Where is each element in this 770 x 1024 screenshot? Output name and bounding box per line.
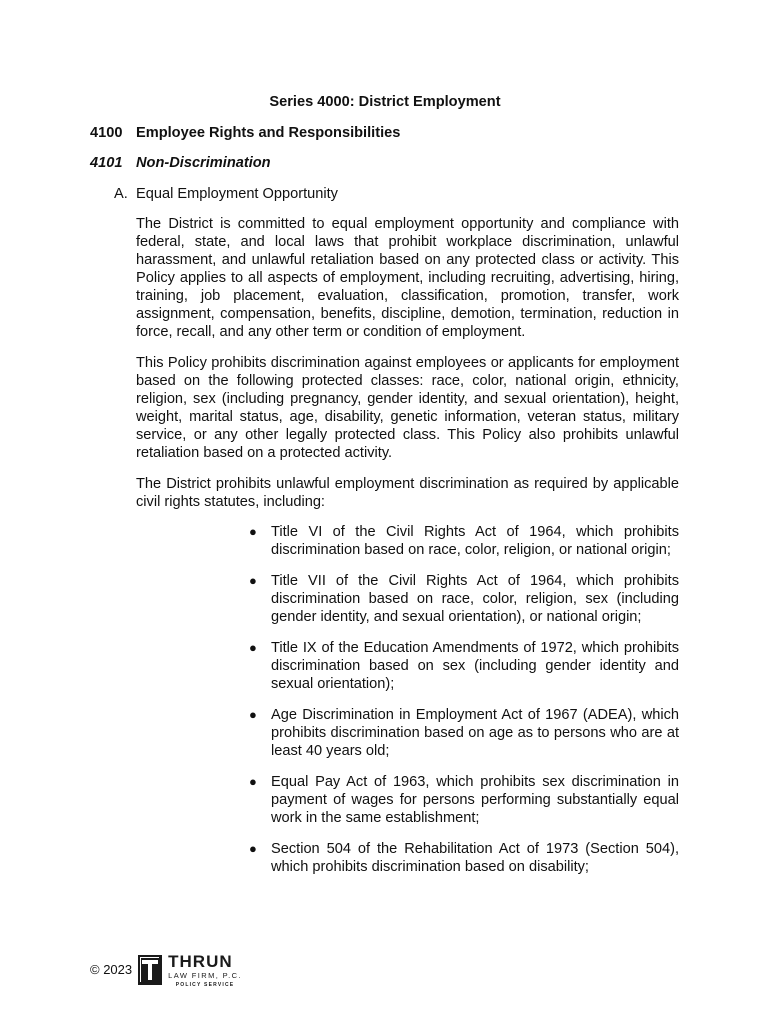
item-title: Equal Employment Opportunity [136, 186, 338, 202]
statute-list [249, 523, 679, 889]
bullet-icon: ● [249, 640, 257, 655]
list-item-text: Title VII of the Civil Rights Act of 1964, which prohibits discrimination based on race, color, religion, sex (including gender identity, and sexual orientation), or national origin; [271, 573, 679, 625]
logo-service: POLICY SERVICE [175, 981, 235, 988]
logo-name: THRUN [168, 952, 233, 971]
list-item [249, 572, 679, 626]
list-item-text: Age Discrimination in Employment Act of 1967 (ADEA), which prohibits discrimination based on age as to persons who are at least 40 years old; [271, 707, 679, 759]
list-item-text: Title IX of the Education Amendments of 1972, which prohibits discrimination based on sex (including gender identity and sexual orientation); [271, 640, 679, 692]
subsection-number: 4101 [90, 155, 123, 171]
bullet-icon: ● [249, 774, 257, 789]
paragraph-2: This Policy prohibits discrimination against employees or applicants for employment based on the following protected classes: race, color, national origin, ethnicity, religion, sex (including pregnancy, gender identity, and sexual orientation), height, weight, marital status, age, disability, genetic information, veteran status, military service, or any other legally protected class. This Policy also prohibits unlawful retaliation based on a protected activity. [136, 355, 679, 461]
paragraph-1: The District is committed to equal employment opportunity and compliance with federal, state, and local laws that prohibit workplace discrimination, unlawful harassment, and unlawful retaliation based on any protected class or activity. This Policy applies to all aspects of employment, including recruiting, advertising, hiring, training, job placement, evaluation, classification, promotion, transfer, work assignment, compensation, benefits, discipline, demotion, termination, reduction in force, recall, and any other term or condition of employment. [136, 216, 679, 340]
bullet-icon: ● [249, 841, 257, 856]
list-item [249, 523, 679, 559]
thrun-logo-icon [138, 955, 162, 985]
logo-subtitle: LAW FIRM, P.C. [168, 971, 242, 980]
list-item-text: Section 504 of the Rehabilitation Act of 1973 (Section 504), which prohibits discrimination based on disability; [271, 841, 679, 875]
copyright-text: © 2023 [90, 962, 133, 978]
paragraph-3: The District prohibits unlawful employment discrimination as required by applicable civil rights statutes, including: [136, 476, 679, 510]
bullet-icon: ● [249, 524, 257, 539]
subsection-title: Non-Discrimination [136, 155, 271, 171]
bullet-icon: ● [249, 707, 257, 722]
item-letter: A. [114, 186, 128, 202]
section-title: Employee Rights and Responsibilities [136, 125, 401, 141]
list-item [249, 706, 679, 760]
series-title: Series 4000: District Employment [269, 94, 501, 110]
logo-wordmark [168, 953, 242, 988]
list-item-text: Equal Pay Act of 1963, which prohibits sex discrimination in payment of wages for persons performing substantially equal work in the same establishment; [271, 774, 679, 826]
footer [90, 953, 242, 988]
list-item [249, 639, 679, 693]
list-item [249, 773, 679, 827]
list-item [249, 840, 679, 876]
section-number: 4100 [90, 125, 123, 141]
list-item-text: Title VI of the Civil Rights Act of 1964, which prohibits discrimination based on race, color, religion, or national origin; [271, 524, 679, 558]
bullet-icon: ● [249, 573, 257, 588]
